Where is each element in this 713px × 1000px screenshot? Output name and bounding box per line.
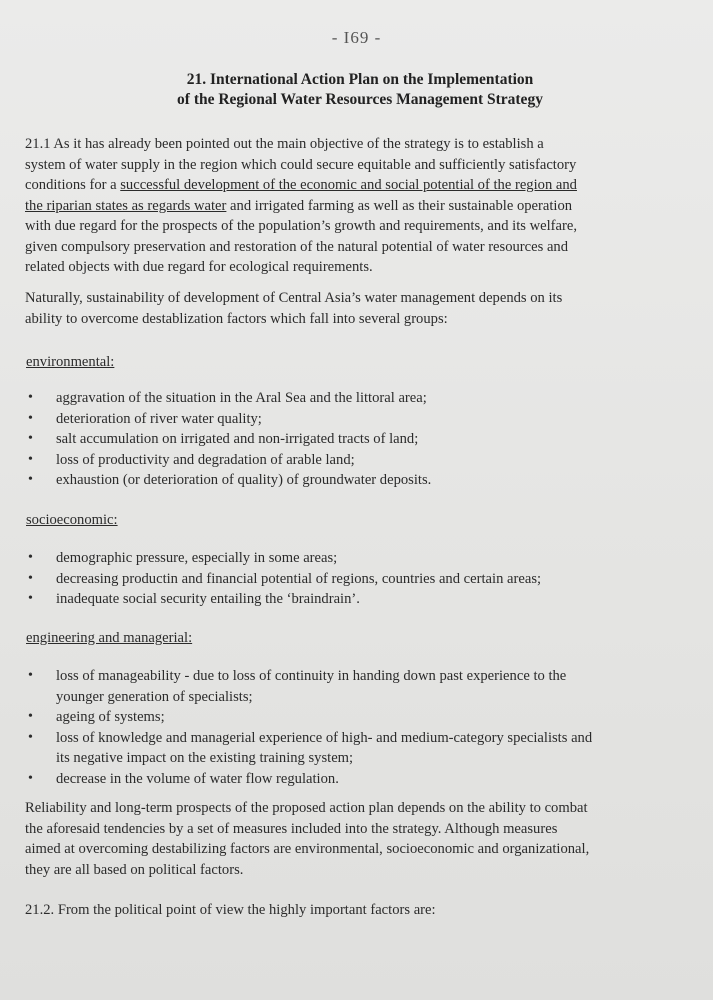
text-line bbox=[25, 175, 673, 196]
bullet-icon: • bbox=[28, 770, 33, 786]
text-run: conditions for a bbox=[25, 177, 121, 193]
text-line: related objects with due regard for ecological requirements. bbox=[25, 259, 373, 275]
text-line: with due regard for the prospects of the population’s growth and requirements, and its welfare, bbox=[25, 218, 577, 234]
socioeconomic-list bbox=[28, 548, 678, 610]
text-line: Reliability and long-term prospects of the proposed action plan depends on the ability to combat bbox=[25, 800, 588, 816]
text-line: system of water supply in the region which could secure equitable and sufficiently satisfactory bbox=[25, 156, 577, 173]
engineering-list bbox=[28, 666, 678, 789]
section-title-line-2: of the Regional Water Resources Management Strategy bbox=[177, 91, 543, 108]
underlined-text: successful development of the economic and social potential of the region and bbox=[120, 177, 577, 193]
text-line: given compulsory preservation and restoration of the natural potential of water resources and bbox=[25, 238, 569, 255]
list-item: • exhaustion (or deterioration of quality) of groundwater deposits. bbox=[28, 470, 678, 491]
section-title bbox=[60, 70, 660, 110]
text-line: ability to overcome destablization factors which fall into several groups: bbox=[25, 310, 448, 327]
list-item: • loss of knowledge and managerial experience of high- and medium-category specialists and its negative impact on the existing training system; bbox=[28, 729, 593, 766]
page-number: - I69 - bbox=[331, 28, 382, 47]
text-line: 21.1 As it has already been pointed out the main objective of the strategy is to establish a bbox=[25, 136, 544, 152]
list-item: • salt accumulation on irrigated and non-irrigated tracts of land; bbox=[28, 429, 678, 450]
list-item: • aggravation of the situation in the Aral Sea and the littoral area; bbox=[28, 388, 678, 409]
bullet-icon: • bbox=[28, 472, 33, 487]
list-item: • loss of productivity and degradation of arable land; bbox=[28, 450, 678, 471]
bullet-icon: • bbox=[28, 570, 33, 586]
bullet-icon: • bbox=[28, 550, 33, 565]
text-line: aimed at overcoming destabilizing factors are environmental, socioeconomic and organizational, bbox=[25, 841, 590, 857]
bullet-icon: • bbox=[28, 431, 33, 446]
bullet-icon: • bbox=[28, 390, 33, 405]
section-title-line-1: 21. International Action Plan on the Implementation bbox=[186, 71, 534, 88]
bullet-icon: • bbox=[28, 729, 33, 745]
paragraph-21-1 bbox=[25, 134, 673, 278]
list-item: • inadequate social security entailing the ‘braindrain’. bbox=[28, 589, 678, 610]
list-item: • ageing of systems; bbox=[28, 707, 678, 728]
paragraph-21-2 bbox=[25, 900, 673, 921]
bullet-icon: • bbox=[28, 410, 33, 426]
list-item: • deterioration of river water quality; bbox=[28, 409, 678, 430]
list-item: • decrease in the volume of water flow regulation. bbox=[28, 769, 678, 790]
bullet-icon: • bbox=[28, 591, 33, 606]
text-line: they are all based on political factors. bbox=[25, 861, 244, 878]
text-line: 21.2. From the political point of view the highly important factors are: bbox=[25, 902, 436, 918]
text-line bbox=[25, 196, 673, 217]
list-item: • decreasing productin and financial potential of regions, countries and certain areas; bbox=[28, 569, 678, 590]
list-item: • loss of manageability - due to loss of continuity in handing down past experience to the younger generation of specialists; bbox=[28, 668, 567, 705]
bullet-icon: • bbox=[28, 668, 33, 683]
underlined-text: the riparian states as regards water bbox=[25, 197, 227, 214]
bullet-icon: • bbox=[28, 451, 33, 467]
heading-environmental: environmental: bbox=[26, 354, 115, 370]
heading-engineering-managerial: engineering and managerial: bbox=[26, 630, 193, 646]
heading-socioeconomic: socioeconomic: bbox=[26, 512, 118, 528]
list-item: • demographic pressure, especially in some areas; bbox=[28, 548, 678, 569]
environmental-list bbox=[28, 388, 678, 491]
text-line: Naturally, sustainability of development of Central Asia’s water management depends on its bbox=[25, 290, 563, 306]
text-line: the aforesaid tendencies by a set of measures included into the strategy. Although measures bbox=[25, 820, 558, 837]
bullet-icon: • bbox=[28, 709, 33, 724]
text-run: and irrigated farming as well as their sustainable operation bbox=[226, 197, 573, 214]
paragraph-sustainability bbox=[25, 288, 673, 329]
paragraph-reliability bbox=[25, 798, 673, 880]
